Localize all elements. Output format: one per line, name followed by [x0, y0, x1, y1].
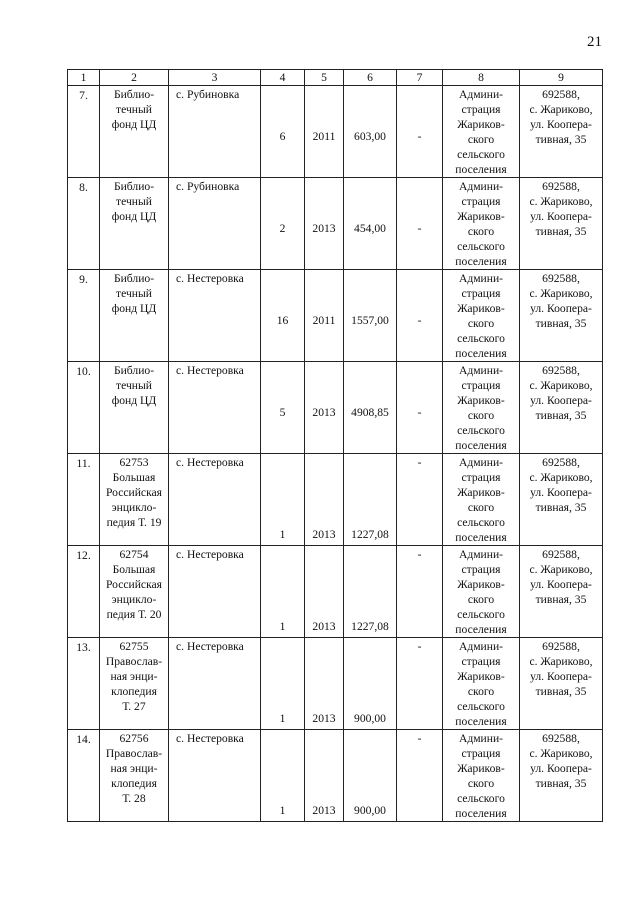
header-cell: 3 [169, 70, 261, 86]
column-7-value: - [397, 362, 443, 454]
header-cell: 5 [305, 70, 344, 86]
row-number: 8. [68, 178, 100, 270]
header-cell: 7 [397, 70, 443, 86]
column-7-value: - [397, 730, 443, 822]
header-cell: 9 [520, 70, 603, 86]
header-cell: 6 [344, 70, 397, 86]
quantity: 6 [261, 86, 305, 178]
quantity: 1 [261, 546, 305, 638]
header-cell: 1 [68, 70, 100, 86]
row-number: 12. [68, 546, 100, 638]
page-number: 21 [587, 34, 602, 50]
year: 2011 [305, 270, 344, 362]
address: 692588, с. Жариково, ул. Коопера- тивная, 35 [520, 362, 603, 454]
column-7-value: - [397, 638, 443, 730]
owner: Админи- страция Жариков- ского сельского поселения [443, 454, 520, 546]
item-name: Библио- течный фонд ЦД [100, 178, 169, 270]
year: 2011 [305, 86, 344, 178]
table-row [68, 362, 603, 454]
quantity: 16 [261, 270, 305, 362]
owner: Админи- страция Жариков- ского сельского поселения [443, 638, 520, 730]
owner: Админи- страция Жариков- ского сельского поселения [443, 546, 520, 638]
header-row [68, 70, 603, 86]
owner: Админи- страция Жариков- ского сельского поселения [443, 730, 520, 822]
item-name: 62753 Большая Российская энцикло- педия Т. 19 [100, 454, 169, 546]
owner: Админи- страция Жариков- ского сельского поселения [443, 86, 520, 178]
address: 692588, с. Жариково, ул. Коопера- тивная, 35 [520, 86, 603, 178]
table-row [68, 178, 603, 270]
table-row [68, 86, 603, 178]
column-7-value: - [397, 178, 443, 270]
address: 692588, с. Жариково, ул. Коопера- тивная, 35 [520, 270, 603, 362]
amount: 454,00 [344, 178, 397, 270]
amount: 1227,08 [344, 454, 397, 546]
year: 2013 [305, 730, 344, 822]
quantity: 1 [261, 638, 305, 730]
year: 2013 [305, 638, 344, 730]
item-name: Библио- течный фонд ЦД [100, 86, 169, 178]
row-number: 11. [68, 454, 100, 546]
amount: 900,00 [344, 638, 397, 730]
location: с. Рубиновка [169, 178, 261, 270]
address: 692588, с. Жариково, ул. Коопера- тивная, 35 [520, 178, 603, 270]
location: с. Нестеровка [169, 454, 261, 546]
table-row [68, 638, 603, 730]
quantity: 1 [261, 454, 305, 546]
quantity: 1 [261, 730, 305, 822]
item-name: Библио- течный фонд ЦД [100, 270, 169, 362]
header-cell: 4 [261, 70, 305, 86]
header-cell: 8 [443, 70, 520, 86]
location: с. Нестеровка [169, 546, 261, 638]
quantity: 2 [261, 178, 305, 270]
location: с. Нестеровка [169, 638, 261, 730]
item-name: Библио- течный фонд ЦД [100, 362, 169, 454]
row-number: 7. [68, 86, 100, 178]
amount: 603,00 [344, 86, 397, 178]
amount: 4908,85 [344, 362, 397, 454]
column-7-value: - [397, 454, 443, 546]
year: 2013 [305, 178, 344, 270]
item-name: 62755 Православ- ная энци- клопедия Т. 27 [100, 638, 169, 730]
owner: Админи- страция Жариков- ского сельского поселения [443, 178, 520, 270]
row-number: 14. [68, 730, 100, 822]
quantity: 5 [261, 362, 305, 454]
location: с. Нестеровка [169, 270, 261, 362]
address: 692588, с. Жариково, ул. Коопера- тивная, 35 [520, 546, 603, 638]
row-number: 13. [68, 638, 100, 730]
table-row [68, 546, 603, 638]
year: 2013 [305, 454, 344, 546]
address: 692588, с. Жариково, ул. Коопера- тивная, 35 [520, 730, 603, 822]
column-7-value: - [397, 546, 443, 638]
location: с. Нестеровка [169, 730, 261, 822]
column-7-value: - [397, 270, 443, 362]
owner: Админи- страция Жариков- ского сельского поселения [443, 362, 520, 454]
register-table [67, 69, 603, 822]
location: с. Рубиновка [169, 86, 261, 178]
amount: 1227,08 [344, 546, 397, 638]
amount: 1557,00 [344, 270, 397, 362]
row-number: 9. [68, 270, 100, 362]
column-7-value: - [397, 86, 443, 178]
address: 692588, с. Жариково, ул. Коопера- тивная, 35 [520, 638, 603, 730]
table-row [68, 270, 603, 362]
year: 2013 [305, 546, 344, 638]
row-number: 10. [68, 362, 100, 454]
location: с. Нестеровка [169, 362, 261, 454]
amount: 900,00 [344, 730, 397, 822]
item-name: 62756 Православ- ная энци- клопедия Т. 28 [100, 730, 169, 822]
address: 692588, с. Жариково, ул. Коопера- тивная, 35 [520, 454, 603, 546]
item-name: 62754 Большая Российская энцикло- педия Т. 20 [100, 546, 169, 638]
year: 2013 [305, 362, 344, 454]
owner: Админи- страция Жариков- ского сельского поселения [443, 270, 520, 362]
table-row [68, 454, 603, 546]
table-row [68, 730, 603, 822]
header-cell: 2 [100, 70, 169, 86]
